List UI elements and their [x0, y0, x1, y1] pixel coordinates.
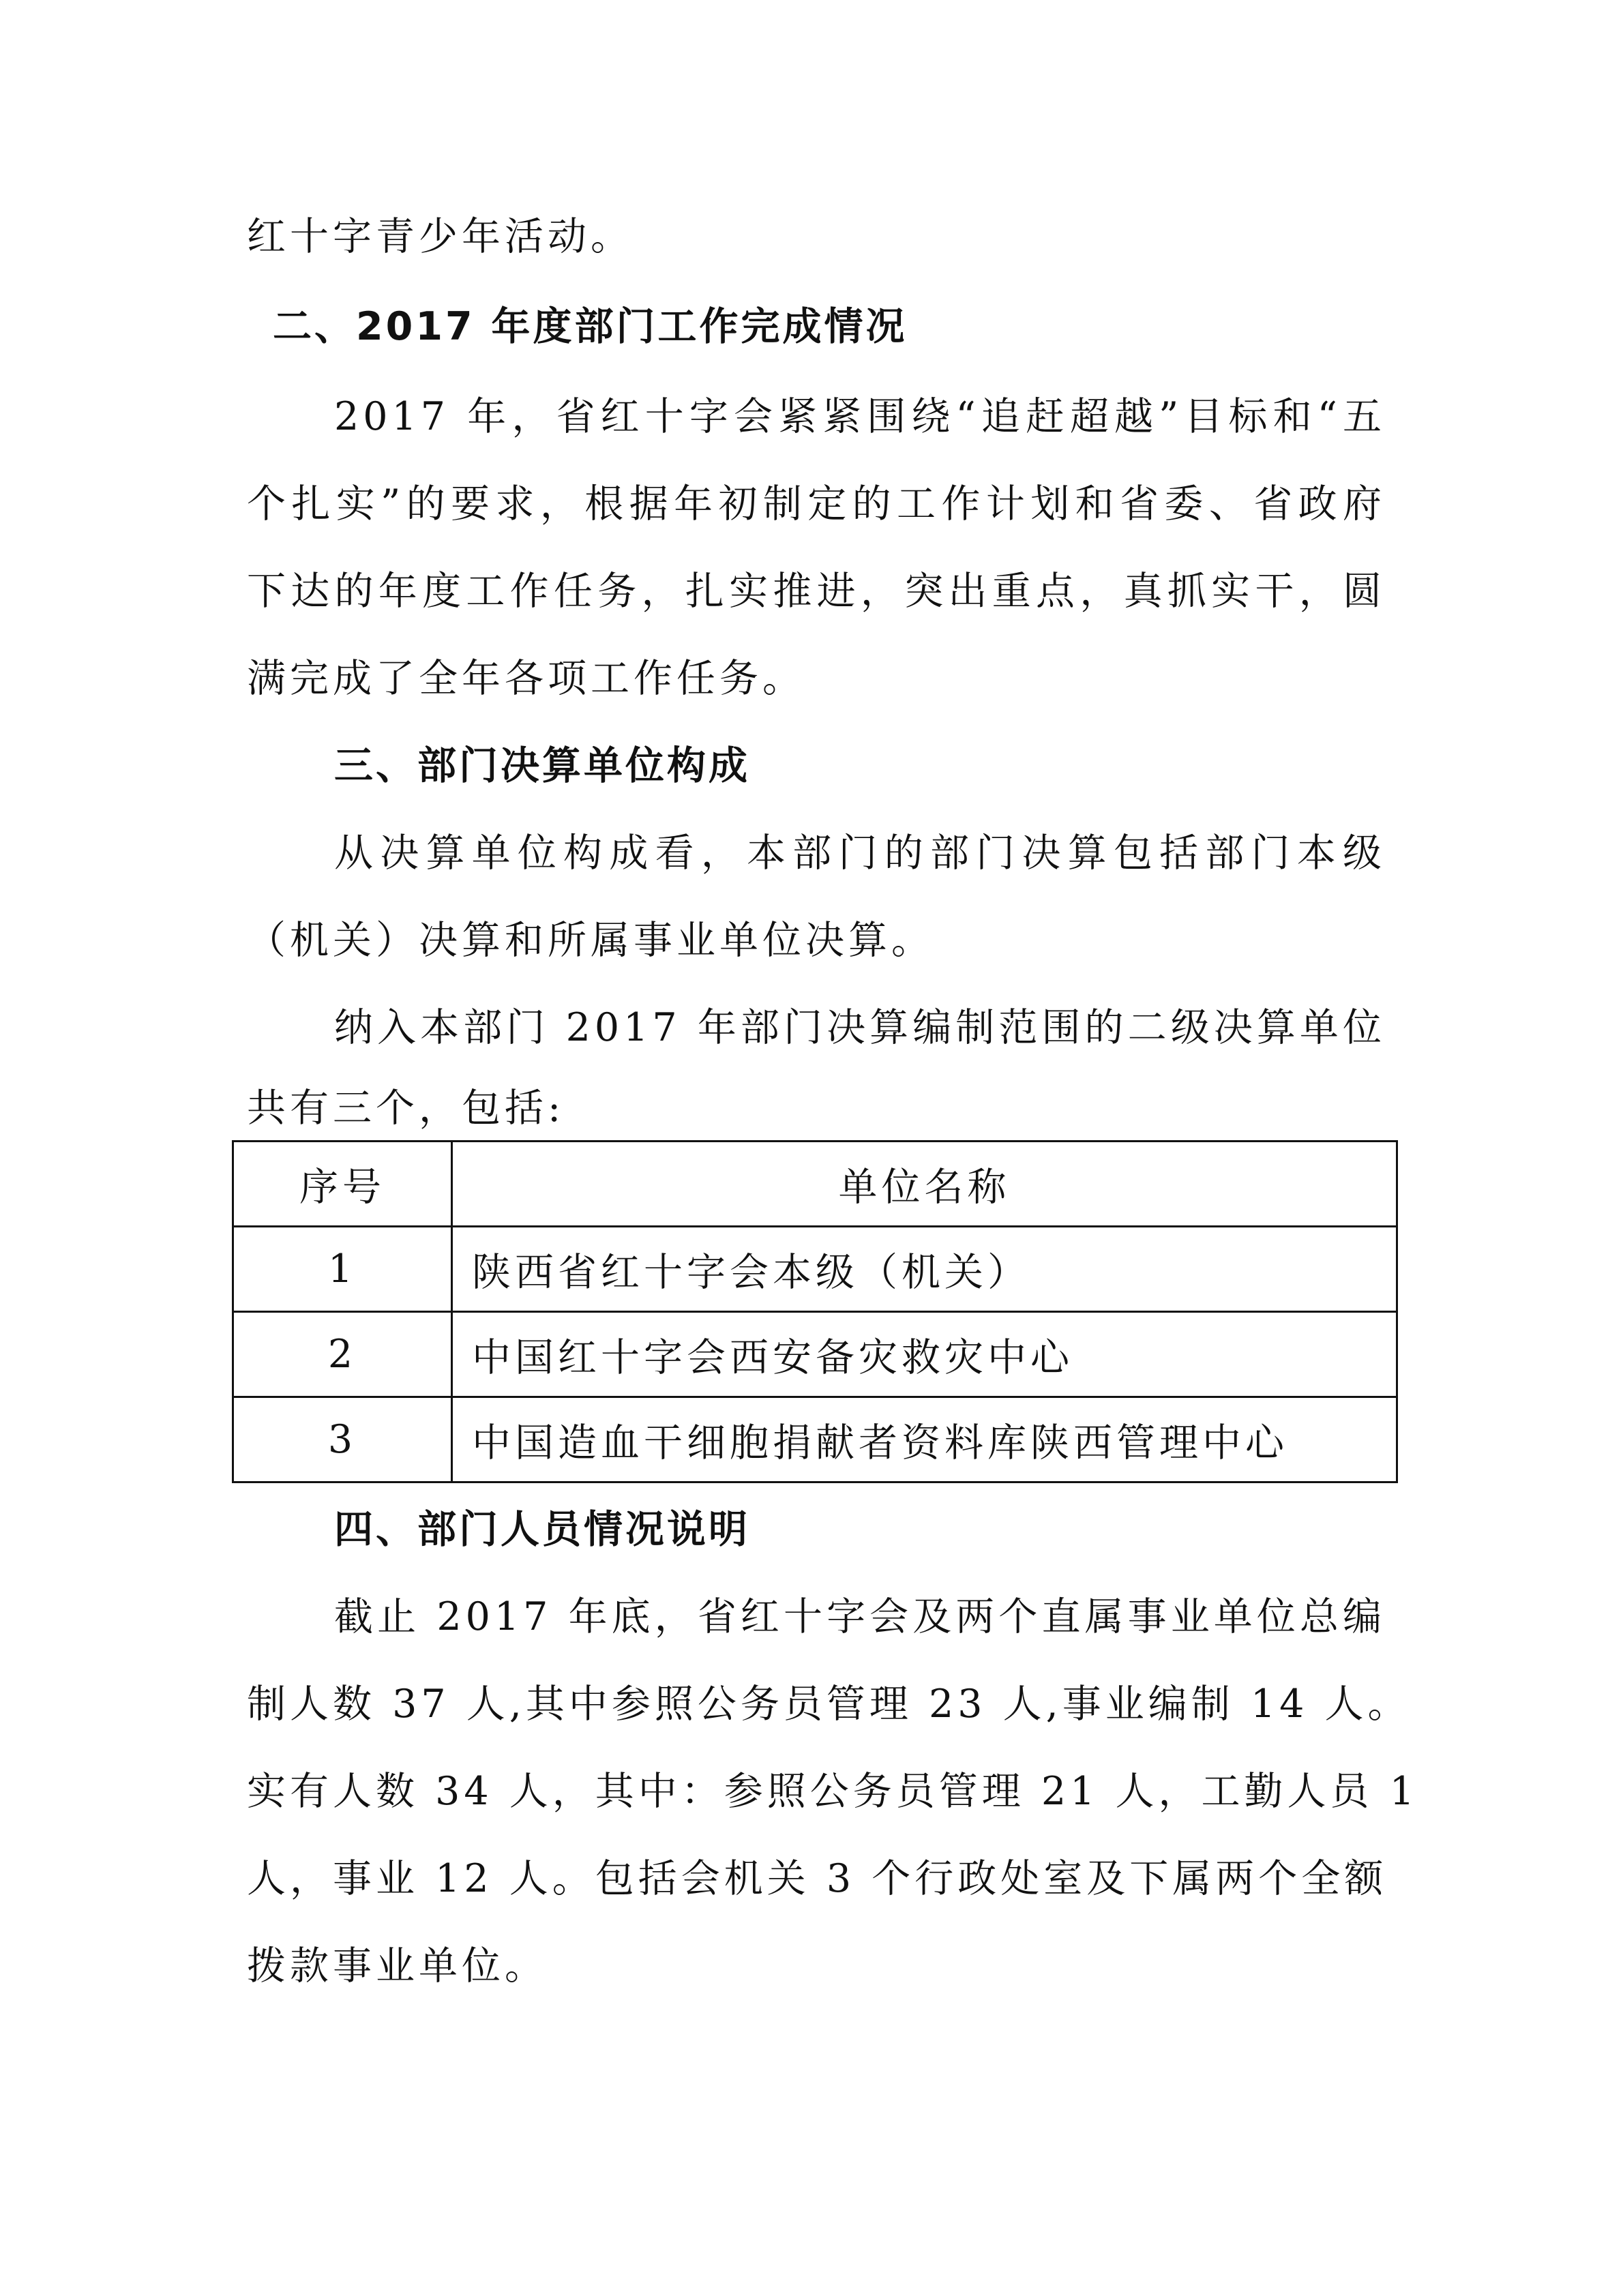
paragraph-units-line-2: （机关）决算和所属事业单位决算。: [247, 918, 934, 963]
section-heading-4: 四、部门人员情况说明: [334, 1507, 750, 1552]
row-no: 3: [233, 1397, 452, 1482]
paragraph-staff-line-5: 拨款事业单位。: [247, 1943, 548, 1988]
paragraph-staff-line-3: 实有人数 34 人，其中：参照公务员管理 21 人，工勤人员 1: [247, 1769, 1418, 1814]
paragraph-staff-line-4: 人，事业 12 人。包括会机关 3 个行政处室及下属两个全额: [247, 1856, 1388, 1901]
table-row: [233, 1397, 1397, 1482]
table-row: [233, 1312, 1397, 1397]
paragraph-work-line-1: 2017 年，省红十字会紧紧围绕“追赶超越”目标和“五: [334, 394, 1386, 439]
paragraph-work-line-4: 满完成了全年各项工作任务。: [247, 656, 805, 701]
row-name: 陕西省红十字会本级（机关）: [452, 1227, 1397, 1312]
header-name: 单位名称: [452, 1142, 1397, 1227]
paragraph-scope-line-2: 共有三个，包括:: [247, 1086, 565, 1131]
units-table: [232, 1140, 1398, 1483]
section-heading-2: 二、2017 年度部门工作完成情况: [273, 304, 908, 349]
paragraph-work-line-2: 个扎实”的要求，根据年初制定的工作计划和省委、省政府: [247, 481, 1386, 526]
header-no: 序号: [233, 1142, 452, 1227]
paragraph-staff-line-2: 制人数 37 人,其中参照公务员管理 23 人,事业编制 14 人。: [247, 1682, 1411, 1727]
paragraph-staff-line-1: 截止 2017 年底，省红十字会及两个直属事业单位总编: [334, 1594, 1386, 1639]
table-row: [233, 1227, 1397, 1312]
row-no: 1: [233, 1227, 452, 1312]
paragraph-work-line-3: 下达的年度工作任务，扎实推进，突出重点，真抓实干，圆: [247, 569, 1386, 614]
paragraph-units-line-1: 从决算单位构成看，本部门的部门决算包括部门本级: [334, 831, 1386, 876]
table-header-row: [233, 1142, 1397, 1227]
row-name: 中国红十字会西安备灾救灾中心: [452, 1312, 1397, 1397]
row-name: 中国造血干细胞捐献者资料库陕西管理中心: [452, 1397, 1397, 1482]
row-no: 2: [233, 1312, 452, 1397]
paragraph-continuation: 红十字青少年活动。: [247, 214, 634, 259]
paragraph-scope-line-1: 纳入本部门 2017 年部门决算编制范围的二级决算单位: [334, 1005, 1386, 1050]
section-heading-3: 三、部门决算单位构成: [334, 743, 750, 788]
